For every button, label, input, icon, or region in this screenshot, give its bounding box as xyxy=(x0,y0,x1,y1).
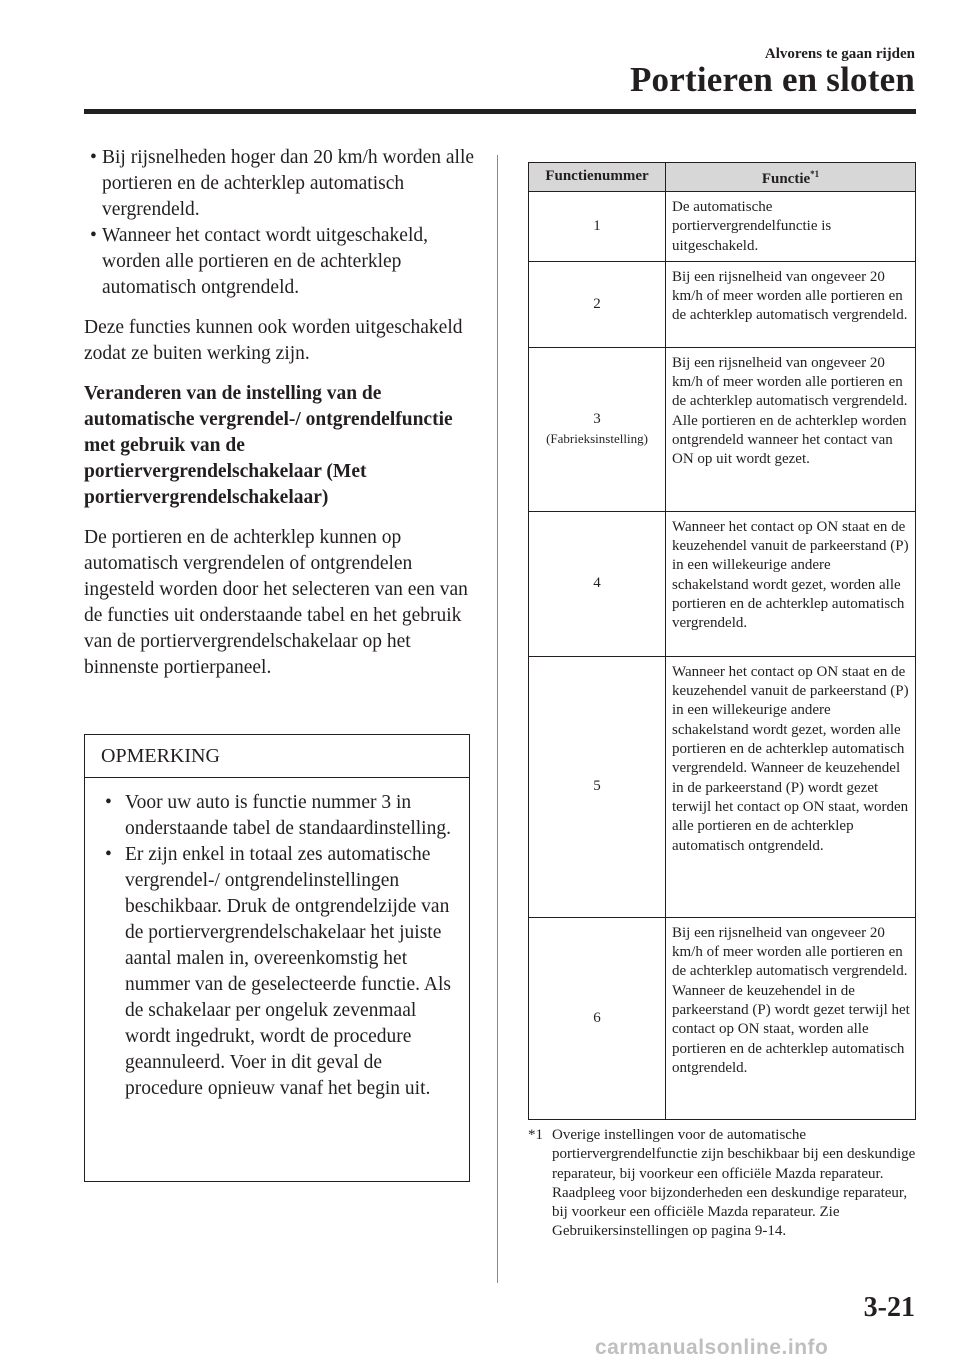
bullet-dot: • xyxy=(90,225,97,246)
table-row xyxy=(529,656,916,917)
function-description: De automatische portiervergrendelfunctie is uitgeschakeld. xyxy=(666,192,916,262)
function-description: Bij een rijsnelheid van ongeveer 20 km/h of meer worden alle portieren en de achterklep automatisch vergrendeld. xyxy=(666,261,916,347)
bullet-dot: • xyxy=(90,147,97,168)
note-bullet-text: Er zijn enkel in totaal zes automatische vergrendel-/ ontgrendelinstellingen beschikbaar. Druk de ontgrendelzijde van de portiervergrendelschakelaar het juiste aantal malen in, overeenkomstig het nummer van de geselecteerde functie. Als de schakelaar per ongeluk zevenmaal wordt ingedrukt, wordt de procedure geannuleerd. Voer in dit geval de procedure opnieuw vanaf het begin uit. xyxy=(125,844,451,1099)
note-bullet xyxy=(105,790,463,842)
table-row xyxy=(529,347,916,511)
function-number-value: 1 xyxy=(593,217,601,234)
function-number xyxy=(529,656,666,917)
function-number xyxy=(529,917,666,1119)
function-number-value: 4 xyxy=(593,575,601,592)
header-function-number: Functienummer xyxy=(529,163,666,192)
section-heading: Veranderen van de instelling van de automatische vergrendel-/ ontgrendelfunctie met gebruik van de portiervergrendelschakelaar (Met portiervergrendelschakelaar) xyxy=(84,383,453,508)
note-box xyxy=(84,734,470,1182)
bullet-item xyxy=(90,223,476,301)
table-header-row xyxy=(529,163,916,192)
bullet-item xyxy=(90,145,476,223)
column-divider xyxy=(497,155,498,1283)
table-row xyxy=(529,917,916,1119)
header-footnote-mark: *1 xyxy=(810,168,820,179)
function-description: Bij een rijsnelheid van ongeveer 20 km/h of meer worden alle portieren en de achterklep automatisch vergrendeld. Wanneer de keuzehendel in de parkeerstand (P) wordt gezet terwijl het contact op ON staat, worden alle portieren en de achterklep automatisch ontgrendeld. xyxy=(666,917,916,1119)
bullet-dot: • xyxy=(105,792,112,813)
section-title: Alvorens te gaan rijden xyxy=(764,46,915,62)
watermark: carmanualsonline.info xyxy=(595,1336,829,1359)
factory-setting-label: (Fabrieksinstelling) xyxy=(546,431,648,447)
body-paragraph: De portieren en de achterklep kunnen op automatisch vergrendelen of ontgrendelen ingesteld worden door het selecteren van een van de functies uit onderstaande tabel en het gebruik van de portiervergrendelschakelaar op het binnenste portierpaneel. xyxy=(84,527,468,678)
function-number xyxy=(529,347,666,511)
page-number: 3-21 xyxy=(863,1292,915,1323)
function-number xyxy=(529,192,666,262)
note-body xyxy=(85,778,469,1102)
bullet-dot: • xyxy=(105,844,112,865)
note-bullet-text: Voor uw auto is functie nummer 3 in onderstaande tabel de standaardinstelling. xyxy=(125,792,451,839)
function-number-value: 6 xyxy=(593,1009,601,1026)
table-row xyxy=(529,261,916,347)
function-number xyxy=(529,511,666,656)
function-number-value: 3 xyxy=(593,411,601,428)
header-function xyxy=(666,163,916,192)
page-title: Portieren en sloten xyxy=(629,60,915,99)
table-footnote xyxy=(528,1126,918,1242)
bullet-text: Wanneer het contact wordt uitgeschakeld, worden alle portieren en de achterklep automatisch ontgrendeld. xyxy=(102,225,429,298)
note-title: OPMERKING xyxy=(85,735,469,778)
header-rule xyxy=(84,109,916,114)
footnote-text: Overige instellingen voor de automatische portiervergrendelfunctie zijn beschikbaar bij een deskundige reparateur, bij voorkeur een officiële Mazda reparateur. Raadpleeg voor bijzonderheden een deskundige reparateur, bij voorkeur een officiële Mazda reparateur. Zie Gebruikersinstellingen op pagina 9-14. xyxy=(552,1127,916,1240)
function-description: Wanneer het contact op ON staat en de keuzehendel vanuit de parkeerstand (P) in een willekeurige andere schakelstand wordt gezet, worden alle portieren en de achterklep automatisch vergrendeld. xyxy=(666,511,916,656)
left-column xyxy=(84,145,476,681)
table-row xyxy=(529,511,916,656)
note-bullet xyxy=(105,842,463,1102)
body-paragraph: Deze functies kunnen ook worden uitgeschakeld zodat ze buiten werking zijn. xyxy=(84,317,463,364)
function-number-value: 5 xyxy=(593,778,601,795)
function-number-value: 2 xyxy=(593,295,601,312)
function-number xyxy=(529,261,666,347)
table-row xyxy=(529,192,916,262)
footnote-mark: *1 xyxy=(528,1127,543,1143)
function-description: Wanneer het contact op ON staat en de keuzehendel vanuit de parkeerstand (P) in een willekeurige andere schakelstand wordt gezet, worden alle portieren en de achterklep automatisch vergrendeld. Wanneer de keuzehendel in de parkeerstand (P) wordt gezet terwijl het contact op ON staat, worden alle portieren en de achterklep automatisch ontgrendeld. xyxy=(666,656,916,917)
function-table xyxy=(528,162,916,1120)
bullet-text: Bij rijsnelheden hoger dan 20 km/h worden alle portieren en de achterklep automatisch vergrendeld. xyxy=(102,147,475,220)
function-description: Bij een rijsnelheid van ongeveer 20 km/h of meer worden alle portieren en de achterklep automatisch vergrendeld. Alle portieren en de achterklep worden ontgrendeld wanneer het contact van ON op uit wordt gezet. xyxy=(666,347,916,511)
header-function-label: Functie xyxy=(761,170,811,187)
